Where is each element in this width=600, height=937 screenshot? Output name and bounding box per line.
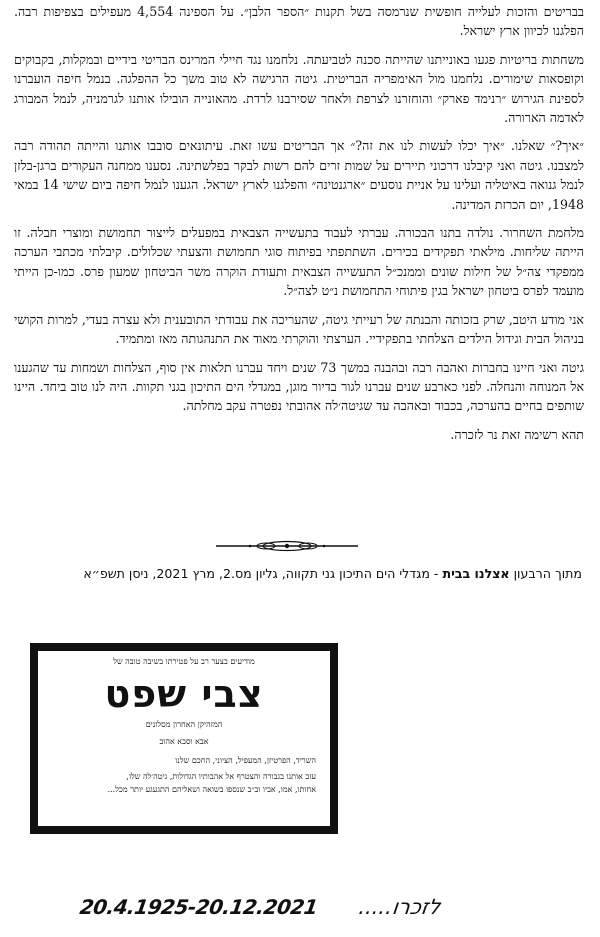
notice-intro: מודיעים בצער רב על פטירתו בשיבה טובה של xyxy=(113,657,255,666)
notice-left-line: אחותו, אמו, אביו וב״ב שנספו בשואה ושאליהם התגעגע יותר מכל... xyxy=(107,785,316,794)
in-memory-text: לזכרו..... xyxy=(357,895,443,919)
notice-left-line: עזב אותנו בגבורה והצטרף אל אהבותיו הגדולות, גיטה׳לה שלו, xyxy=(126,772,316,781)
source-suffix: - מגדלי הים התיכון גני תקווה, גליון מס.2, מרץ 2021, ניסן תשפ״א xyxy=(83,566,443,581)
handwritten-signature xyxy=(80,895,510,919)
article-paragraph: בבריטים והזכות לעלייה חופשית שנרמסה בשל תקנות ״הספר הלבן״. על הספינה 4,554 מעפילים בצפיפות רבה. הפלגנו לכיוון ארץ ישראל. xyxy=(14,4,584,39)
source-prefix: מתוך הרבעון xyxy=(509,566,582,581)
article-paragraph: גיטה ואני חיינו בחברות ואהבה רבה ובהבנה במשך 73 שנים ויחד עברנו תלאות אין סוף, הצלחות ושמחות עד שהגענו אל המנוחה והנחלה. לפני כארבע שנים עברנו לגור בדיור מוגן, במגדלי הים התיכון בגני תקוות. היה לנו טוב ביחד. היינו שותפים בחיים בהערכה, בכבוד ובאהבה עד שגיטה׳לה אהובתי נפטרה עקב מחלתה. xyxy=(14,359,584,414)
deceased-name: צבי שפט xyxy=(104,672,264,716)
source-citation xyxy=(14,565,582,583)
source-publication: אצלנו בבית xyxy=(442,566,510,581)
article-paragraph: מלחמת השחרור. נולדה בתנו הבכורה. עברתי לעבוד בתעשייה הצבאית במפעלים לייצור תחמושת ומוצרי חבלה. זו הייתה שליחות. מילאתי תפקידים בכירים. השתתפתי בפיתוח סוגי תחמושת והצעתי שכלולים. קיבלתי מכתבי הערכה ממפקדי צה״ל של חילות שונים וממנכ״ל התעשייה הצבאית ותעודת הוקרה משר הביטחון שמעון פרס. כמו-כן הייתי מועמד לפרס ביטחון ישראל בגין פיתוחי התחמושת נ״ט לצה״ל. xyxy=(14,225,584,299)
notice-role: המזהיקן האחרון מסלונים xyxy=(145,720,223,729)
article-paragraph: ״איך?״ שאלנו. ״איך יכלו לעשות לנו את זה?״ אך הבריטים עשו זאת. עיתונאים סובבו אותנו והייתה תהודה רבה למצבנו. גיטה ואני קיבלנו דרכוני תיירים על שמות זרים להם רשות לבקר בפלשתינה. נסענו ממחנה העקורים ברגן-בלזן לנמל גנואה באיטליה ועלינו על אניית נוסעים ״ארגנטינה״ והפלגנו לארץ ישראל. הגענו לנמל חיפה ביום שישי 14 במאי 1948, יום הכרזת המדינה. xyxy=(14,138,585,212)
article-paragraph: אני מודע היטב, שרק בזכותה והבנתה של רעייתי גיטה, שהעריכה את עבודתי התובענית ולא עצרה בעדי, למרות הקושי בניהול הבית וגידול הילדים הצלחתי בתפקידיי. הערצתי והוקרתי מאוד את התנהגותה מאז ומתמיד. xyxy=(14,311,584,347)
article-body xyxy=(14,2,584,453)
notice-traits: השריד, הפרטיזן, המעפיל, הציוני, החכם שלנו xyxy=(175,756,316,765)
obituary-notice xyxy=(30,643,338,834)
decorative-divider-icon xyxy=(214,539,360,553)
article-closing-line: תהא רשימה זאת נר לזכרה. xyxy=(450,426,584,442)
life-dates: 20.4.1925-20.12.2021 xyxy=(78,895,320,919)
notice-left-text xyxy=(52,770,316,796)
notice-family: אבא וסבא אהוב xyxy=(159,737,209,746)
article-paragraph: משחתות בריטיות פגעו באונייתנו שהייתה סכנה לטביעתה. נלחמנו נגד חיילי המרינס הבריטי בידיים ובמקלות, בקבוקים וקופסאות שימורים. נלחמנו מול האימפריה הבריטית. גיטה הרגישה לא טוב משך כל ההפלגה. בנמל חיפה הועברנו לספינת הגירוש ״רנימד פארק״ והוחזרנו לצרפת ולאחר שסירבנו לרדת. מהאונייה הובילו אותנו לגרמניה, לנמל המבורג לאדמה הארורה. xyxy=(14,51,584,126)
